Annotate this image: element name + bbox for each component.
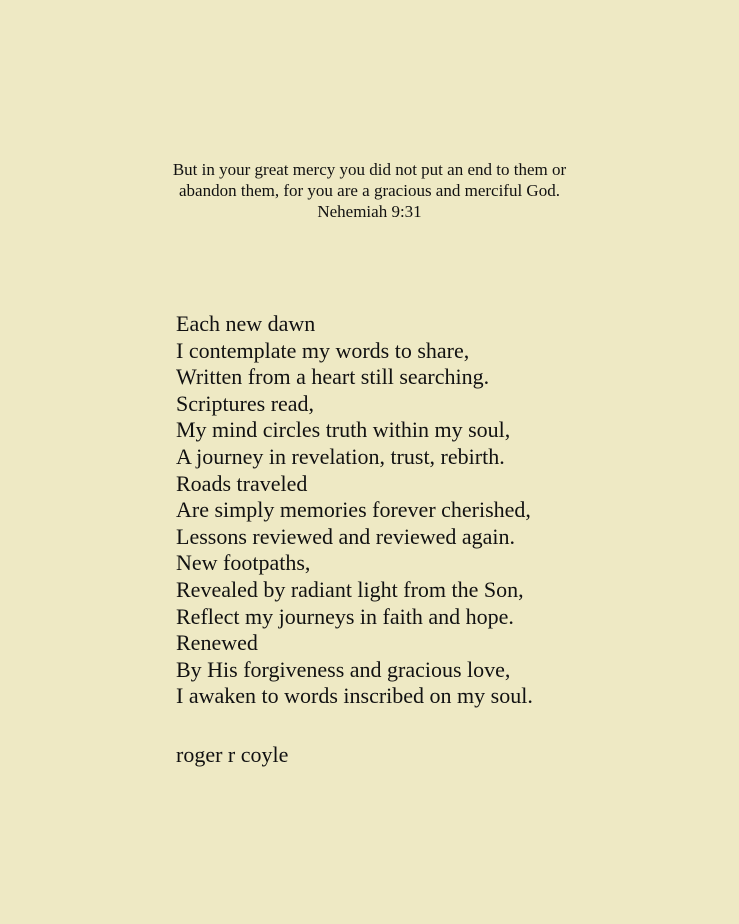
poem-line: Renewed [176, 630, 258, 656]
verse-reference: Nehemiah 9:31 [317, 202, 422, 221]
poem-line: Lessons reviewed and reviewed again. [176, 523, 516, 549]
verse-line: But in your great mercy you did not put an end to them or [172, 160, 567, 179]
poem-line: New footpaths, [176, 550, 311, 576]
poem-line: Roads traveled [176, 470, 308, 496]
poem-line: Reflect my journeys in faith and hope. [176, 603, 514, 629]
poem-body [176, 311, 533, 710]
poem-line: I awaken to words inscribed on my soul. [176, 683, 533, 709]
poem-line: By His forgiveness and gracious love, [176, 656, 511, 682]
poem-line: I contemplate my words to share, [176, 337, 470, 363]
poem-line: Each new dawn [176, 311, 316, 336]
poem-line: Are simply memories forever cherished, [176, 497, 531, 523]
poem-line: Scriptures read, [176, 390, 315, 416]
poem-line: A journey in revelation, trust, rebirth. [176, 443, 505, 469]
poem-line: Written from a heart still searching. [176, 364, 490, 390]
poem-line: My mind circles truth within my soul, [176, 417, 511, 443]
author-signature: roger r coyle [176, 742, 289, 767]
poem-line: Revealed by radiant light from the Son, [176, 576, 524, 602]
scripture-verse [0, 159, 739, 222]
verse-line: abandon them, for you are a gracious and merciful God. [179, 181, 560, 200]
